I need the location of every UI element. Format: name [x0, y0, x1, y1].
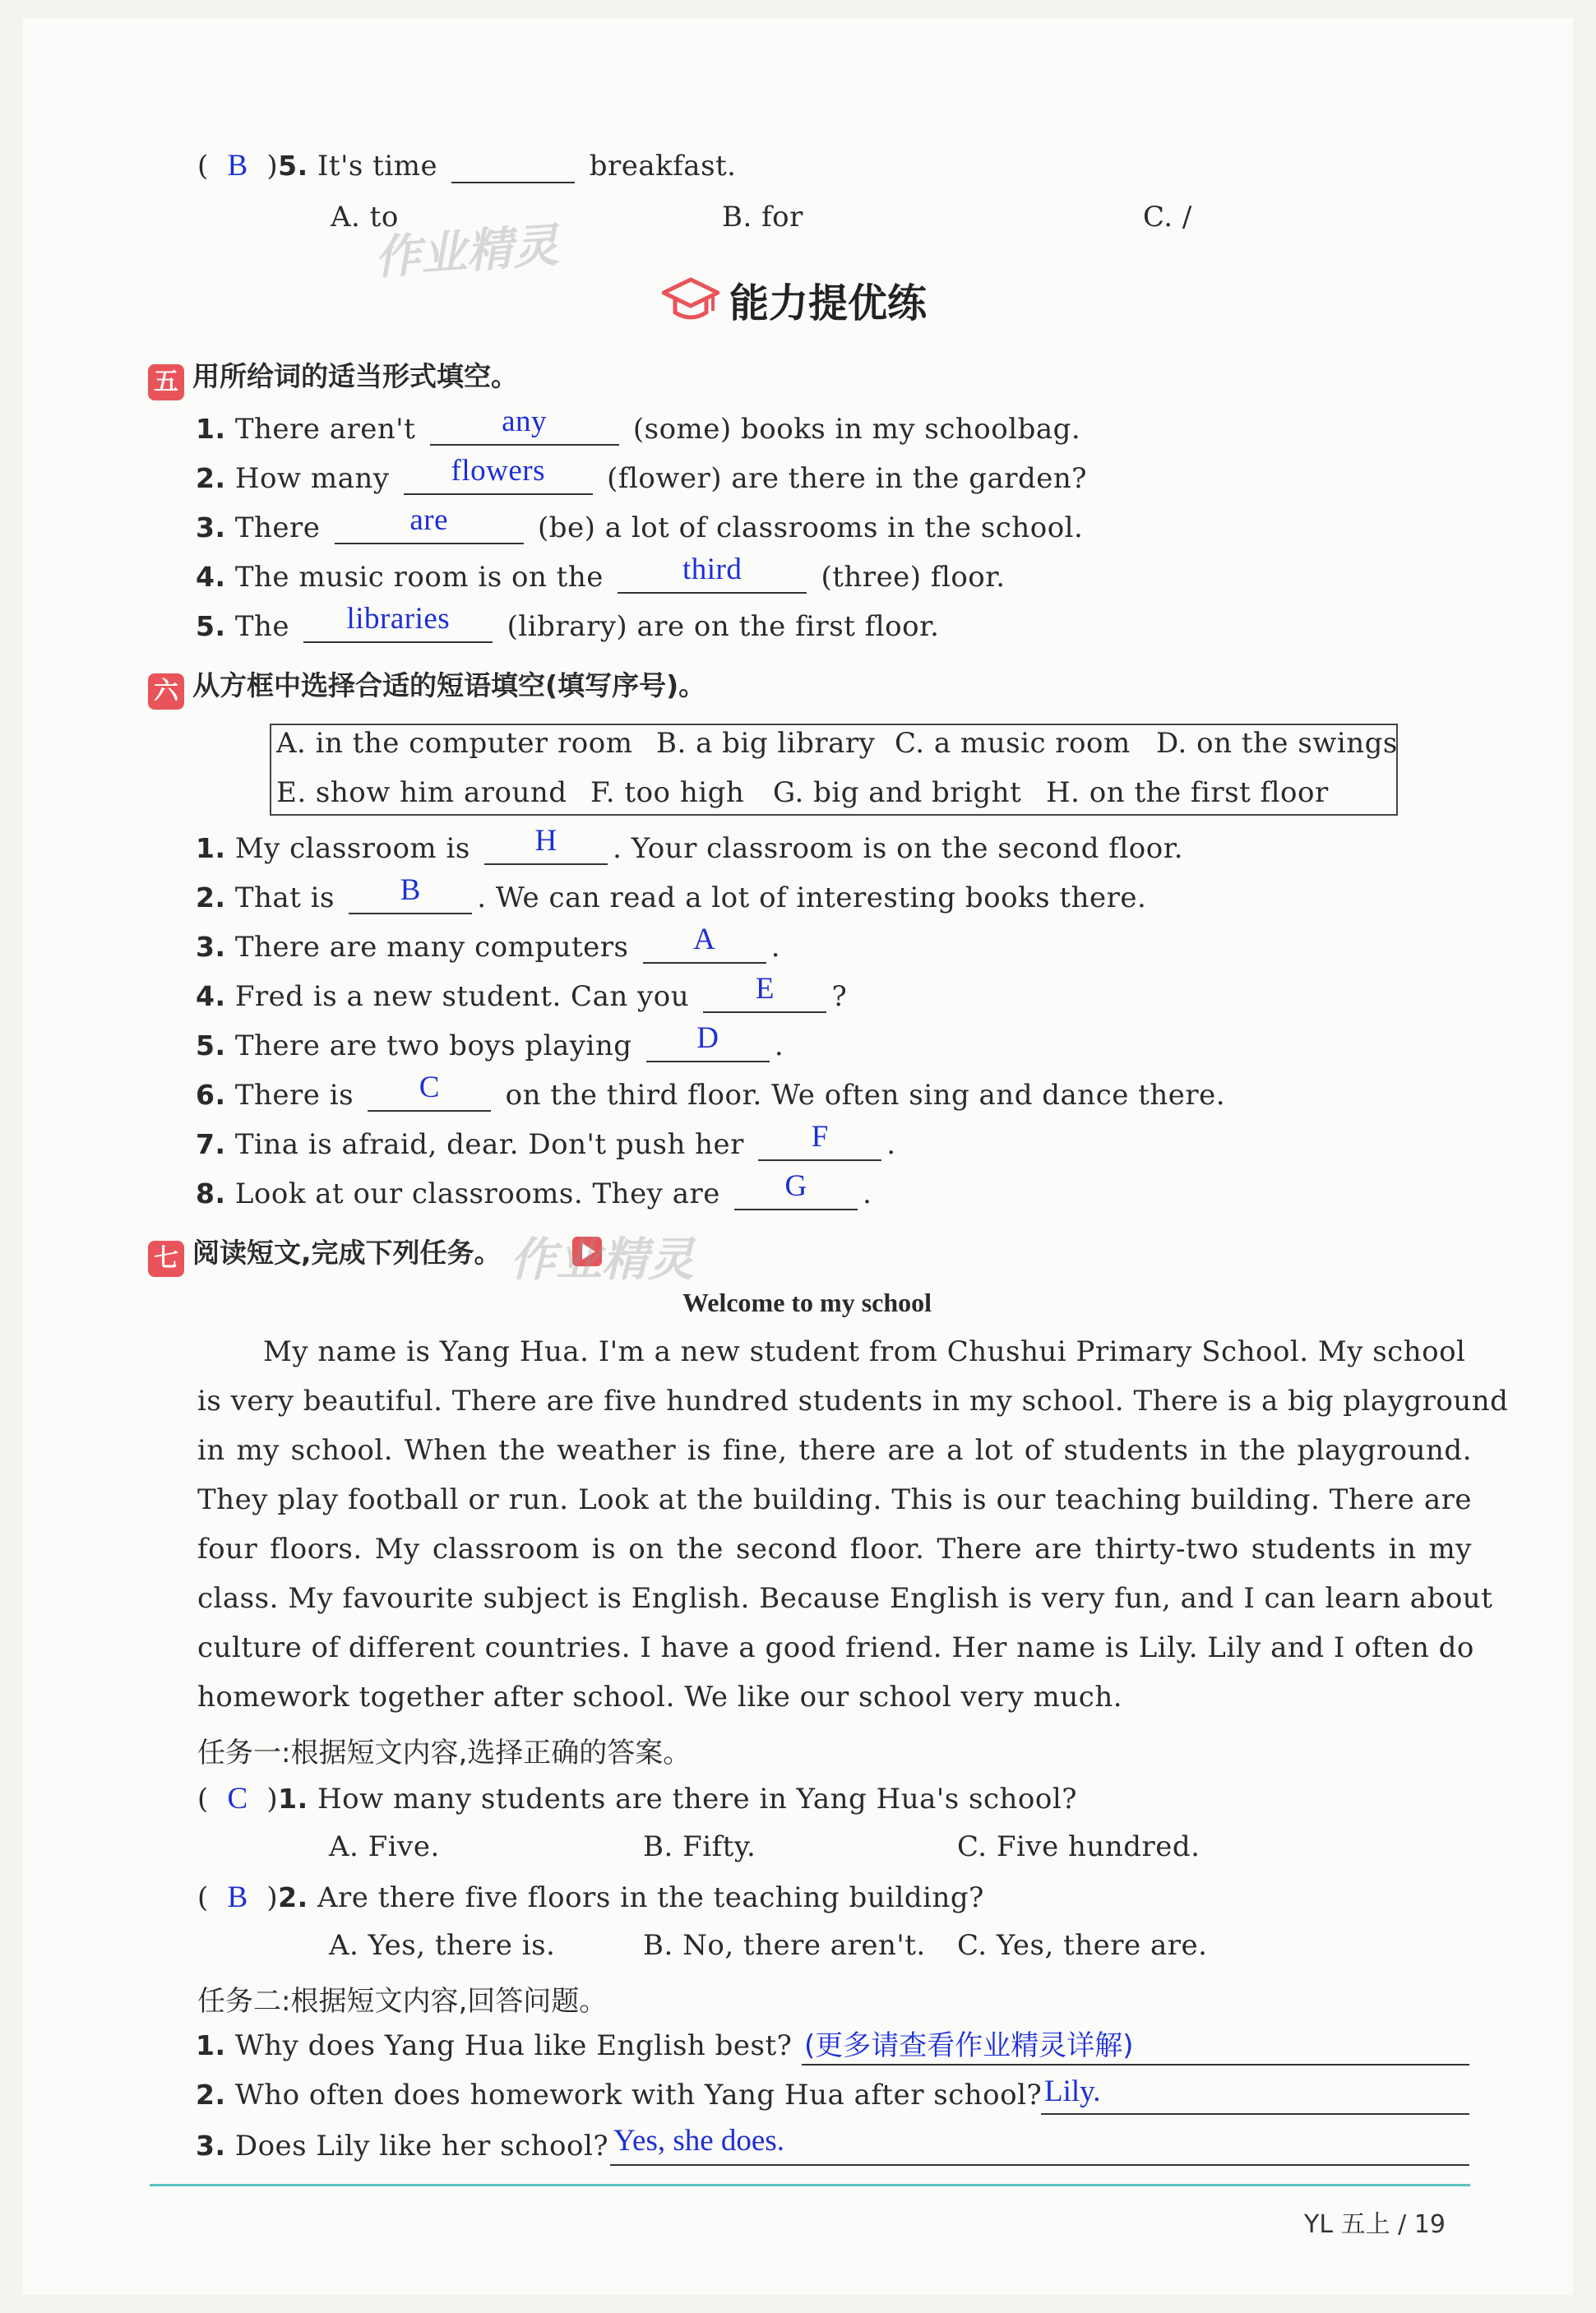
item-text: Look at our classrooms. They are: [234, 1177, 720, 1210]
choice-item: [196, 923, 781, 964]
option-c: C. Five hundred.: [957, 1830, 1200, 1863]
item-text: There are two boys playing: [234, 1029, 632, 1062]
item-number: 3.: [196, 511, 226, 544]
choice-item: [196, 1021, 784, 1062]
item-number: 6.: [196, 1079, 226, 1111]
section-instruction: 用所给词的适当形式填空。: [192, 360, 518, 392]
answer: G: [784, 1169, 807, 1203]
section-title: 能力提优练: [729, 280, 928, 326]
answer-blank: [404, 454, 593, 495]
box-phrase: B. a big library: [656, 727, 876, 760]
item-text: .: [770, 931, 781, 964]
item-text: There is: [234, 1079, 354, 1112]
task2-question: [196, 2029, 792, 2062]
answer: B: [227, 1880, 248, 1914]
question-text: How many students are there in Yang Hua's school?: [317, 1783, 1077, 1816]
passage-line: My name is Yang Hua. I'm a new student from Chushui Primary School. My school: [263, 1335, 1466, 1368]
answer: C: [419, 1071, 440, 1104]
answer-blank: [703, 972, 826, 1013]
item-number: 1.: [196, 413, 226, 445]
answer-blank: [484, 824, 608, 865]
answer-blank: [349, 873, 472, 914]
passage-line: in my school. When the weather is fine, there are a lot of students in the playground.: [197, 1434, 1472, 1467]
task1-question: ( B )2. Are there five floors in the teaching building?: [197, 1880, 984, 1914]
answer: flowers: [451, 454, 546, 488]
answer: H: [534, 824, 557, 858]
choice-item: [196, 972, 848, 1013]
item-number: 2.: [278, 1881, 308, 1913]
passage-title: Welcome to my school: [682, 1288, 932, 1317]
item-number: 4.: [196, 980, 226, 1012]
task2-title: 任务二:根据短文内容,回答问题。: [197, 1985, 608, 2018]
watermark: 作业精灵: [510, 1233, 694, 1287]
answer-line: [610, 2164, 1469, 2166]
watermark: 作业精灵: [372, 219, 561, 285]
answer-blank: [643, 923, 766, 964]
section-instruction: 阅读短文,完成下列任务。: [192, 1237, 502, 1269]
q-number: 5.: [278, 150, 308, 182]
item-text: (three) floor.: [821, 561, 1006, 594]
passage-line: four floors. My classroom is on the second floor. There are thirty-two students in my: [197, 1533, 1472, 1566]
choice-item: [196, 873, 1147, 914]
fill-item: [196, 405, 1081, 446]
fill-item: [196, 503, 1084, 544]
box-phrase: D. on the swings: [1156, 727, 1398, 760]
option-a: A. Yes, there is.: [329, 1929, 556, 1962]
answer: third: [682, 553, 742, 586]
box-phrase: A. in the computer room: [276, 727, 633, 760]
item-text: How many: [234, 462, 390, 495]
answer: F: [811, 1120, 829, 1154]
question-text: Why does Yang Hua like English best?: [234, 2029, 793, 2062]
passage-line: homework together after school. We like our school very much.: [197, 1681, 1123, 1714]
passage-line: class. My favourite subject is English. Because English is very fun, and I can learn about: [197, 1582, 1493, 1615]
item-text: on the third floor. We often sing and dance there.: [505, 1079, 1226, 1112]
item-text: .: [886, 1128, 896, 1161]
section-badge: 五: [148, 364, 184, 400]
option-b: B. No, there aren't.: [643, 1929, 926, 1962]
book-code: YL 五上: [1304, 2210, 1390, 2239]
item-text: .: [774, 1029, 784, 1062]
answer-blank: [430, 405, 619, 446]
answer-blank: [303, 602, 493, 643]
item-text: The: [234, 610, 290, 643]
passage-line: culture of different countries. I have a good friend. Her name is Lily. Lily and I often do: [197, 1631, 1474, 1664]
answer-line: [802, 2064, 1469, 2066]
answer: any: [502, 405, 548, 438]
item-number: 2.: [196, 881, 226, 914]
task2-question: [196, 2130, 608, 2163]
task1-question: ( C )1. How many students are there in Yang Hua's school?: [197, 1782, 1077, 1816]
item-text: (flower) are there in the garden?: [607, 462, 1088, 495]
fill-item: [196, 553, 1006, 594]
item-number: 1.: [196, 832, 226, 864]
footer-separator: /: [1398, 2210, 1407, 2239]
answer: B: [400, 873, 421, 907]
passage-line: is very beautiful. There are five hundred students in my school. There is a big playground: [197, 1385, 1509, 1418]
answer-blank: [646, 1021, 770, 1062]
item-text: (be) a lot of classrooms in the school.: [538, 511, 1084, 544]
box-phrase: E. show him around: [276, 776, 567, 809]
choice-item: [196, 1120, 896, 1161]
item-text: That is: [234, 881, 335, 914]
item-number: 1.: [278, 1783, 308, 1815]
question-text: Are there five floors in the teaching building?: [317, 1881, 984, 1914]
answer-blank: [758, 1120, 881, 1161]
item-number: 5.: [196, 1029, 226, 1062]
item-number: 5.: [196, 610, 226, 642]
section-7-header: [148, 1232, 502, 1277]
answer-blank: [618, 553, 807, 594]
item-text: Tina is afraid, dear. Don't push her: [234, 1128, 744, 1161]
footer-line: [150, 2184, 1470, 2186]
option-b: B. for: [722, 201, 803, 234]
answer: (更多请查看作业精灵详解): [804, 2029, 1134, 2062]
answer: libraries: [346, 602, 451, 636]
box-phrase: F. too high: [590, 776, 745, 809]
item-text: Fred is a new student. Can you: [234, 980, 690, 1013]
prev-q5-answer: B: [227, 149, 248, 183]
answer: D: [696, 1021, 719, 1055]
q-text: breakfast.: [589, 150, 737, 183]
question-text: Who often does homework with Yang Hua after school?: [234, 2079, 1043, 2112]
q-text: It's time: [317, 150, 438, 183]
task1-title: 任务一:根据短文内容,选择正确的答案。: [197, 1737, 692, 1769]
option-b: B. Fifty.: [643, 1830, 756, 1863]
answer-blank: [335, 503, 524, 544]
item-number: 8.: [196, 1177, 226, 1210]
item-number: 3.: [196, 931, 226, 963]
section-instruction: 从方框中选择合适的短语填空(填写序号)。: [192, 669, 706, 701]
item-number: 4.: [196, 561, 226, 593]
answer: E: [755, 972, 775, 1006]
item-text: (some) books in my schoolbag.: [632, 413, 1081, 446]
item-number: 3.: [196, 2130, 226, 2162]
answer: Lily.: [1044, 2075, 1101, 2108]
page-footer: [1304, 2204, 1446, 2240]
box-phrase: H. on the first floor: [1046, 776, 1329, 809]
section-heading: [662, 271, 927, 328]
answer: C: [227, 1782, 248, 1816]
item-text: .: [863, 1177, 872, 1210]
item-text: There: [234, 511, 321, 544]
choice-item: [196, 1071, 1226, 1112]
item-text: ?: [831, 980, 848, 1013]
option-a: A. Five.: [329, 1830, 440, 1863]
item-text: . Your classroom is on the second floor.: [613, 832, 1184, 865]
choice-item: [196, 824, 1184, 865]
box-phrase: C. a music room: [895, 727, 1131, 760]
item-text: (library) are on the first floor.: [507, 610, 940, 643]
item-number: 2.: [196, 462, 226, 494]
prev-question-5: ( B )5. It's time breakfast.: [197, 149, 737, 183]
page-number: 19: [1413, 2210, 1446, 2239]
passage-line: They play football or run. Look at the building. This is our teaching building. There are: [197, 1483, 1472, 1516]
option-c: C. Yes, there are.: [957, 1929, 1208, 1962]
question-text: Does Lily like her school?: [234, 2130, 609, 2163]
answer-blank: [451, 149, 575, 183]
item-number: 2.: [196, 2079, 226, 2111]
fill-item: [196, 602, 940, 643]
answer: are: [409, 503, 449, 537]
answer-blank: [368, 1071, 491, 1112]
item-text: There are many computers: [234, 931, 629, 964]
box-phrase: G. big and bright: [773, 776, 1022, 809]
task2-question: [196, 2079, 1042, 2112]
item-text: My classroom is: [234, 832, 470, 865]
answer: A: [693, 923, 716, 956]
section-5-header: [148, 355, 518, 400]
answer: Yes, she does.: [613, 2124, 784, 2158]
item-text: The music room is on the: [234, 561, 604, 594]
item-text: . We can read a lot of interesting books there.: [477, 881, 1147, 914]
section-badge: 七: [148, 1241, 184, 1277]
answer-line: [1041, 2113, 1469, 2115]
item-number: 1.: [196, 2029, 226, 2061]
graduation-cap-icon: [662, 275, 719, 326]
choice-item: [196, 1169, 872, 1210]
option-a: A. to: [331, 201, 399, 234]
fill-item: [196, 454, 1088, 495]
section-badge: 六: [148, 673, 184, 710]
item-number: 7.: [196, 1128, 226, 1160]
item-text: There aren't: [234, 413, 416, 446]
answer-blank: [734, 1169, 858, 1210]
section-6-header: [148, 664, 705, 710]
option-c: C. /: [1143, 201, 1192, 234]
